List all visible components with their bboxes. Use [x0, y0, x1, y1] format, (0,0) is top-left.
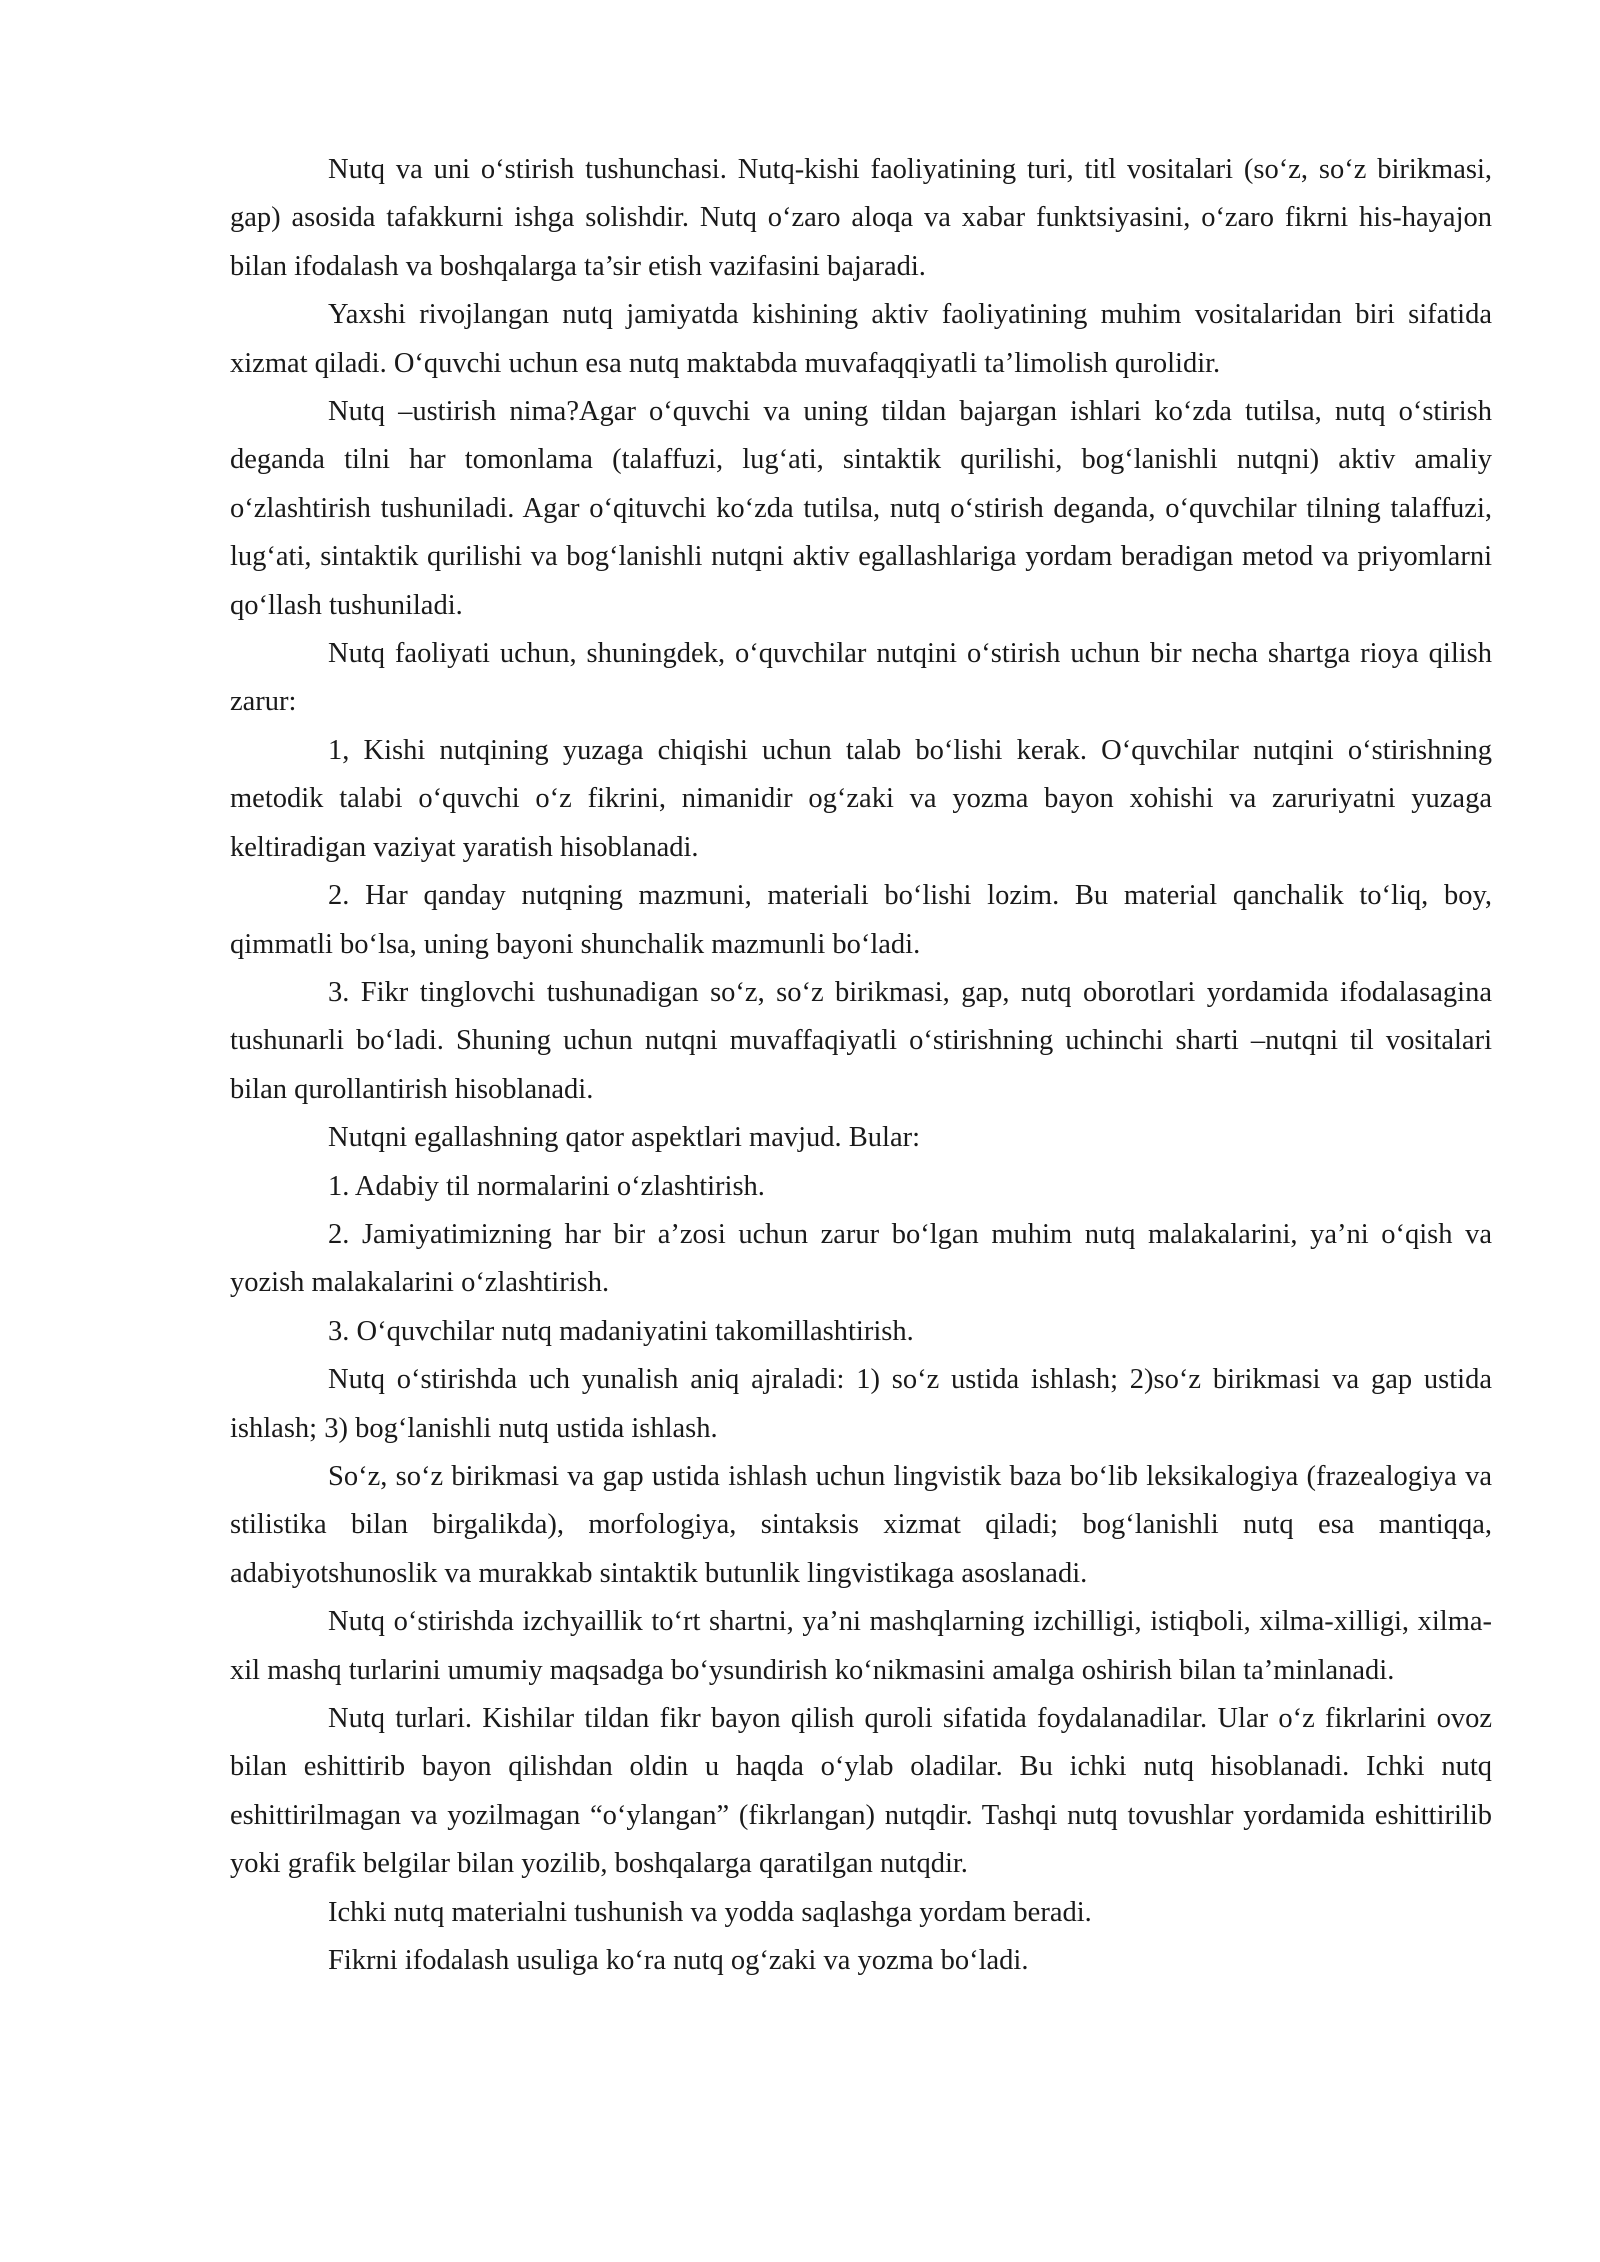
paragraph-ichki-nutq: Ichki nutq materialni tushunish va yodda saqlashga yordam beradi. — [328, 1896, 1092, 1928]
paragraph-aspektlar: Nutqni egallashning qator aspektlari mavjud. Bular: — [328, 1122, 921, 1154]
paragraph-nutq-turlari: Nutq turlari. Kishilar tildan fikr bayon qilish quroli sifatida foydalanadilar. Ular o‘z fikrlarini ovoz bilan eshittirib bayon qilishdan oldin u haqda o‘ylab oladilar. Bu ichki nutq hisoblanadi. Ichki nutq eshittirilmagan va yozilmagan “o‘ylangan” (fikrlangan) nutqdir. Tashqi nutq tovushlar yordamida eshittirilib yoki grafik belgilar bilan yozilib, boshqalarga qaratilgan nutqdir. — [230, 1703, 1492, 1880]
paragraph-ifodalash-usuli: Fikrni ifodalash usuliga ko‘ra nutq og‘zaki va yozma bo‘ladi. — [328, 1945, 1029, 1977]
paragraph-izchillik: Nutq o‘stirishda izchyaillik to‘rt shartni, ya’ni mashqlarning izchilligi, istiqboli, xilma-xilligi, xilma-xil mashq turlarini umumiy maqsadga bo‘ysundirish ko‘nikmasini amalga oshirish bilan ta’minlanadi. — [230, 1606, 1492, 1686]
paragraph-uch-yunalish: Nutq o‘stirishda uch yunalish aniq ajraladi: 1) so‘z ustida ishlash; 2)so‘z birikmasi va gap ustida ishlash; 3) bog‘lanishli nutq ustida ishlash. — [230, 1364, 1492, 1444]
paragraph-shart-1: 1, Kishi nutqining yuzaga chiqishi uchun talab bo‘lishi kerak. O‘quvchilar nutqini o‘stirishning metodik talabi o‘quvchi o‘z fikrini, nimanidir og‘zaki va yozma bayon xohishi va zaruriyatni yuzaga keltiradigan vaziyat yaratish hisoblanadi. — [230, 734, 1492, 863]
paragraph-aspekt-2: 2. Jamiyatimizning har bir a’zosi uchun zarur bo‘lgan muhim nutq malakalarini, ya’ni o‘qish va yozish malakalarini o‘zlashtirish. — [230, 1218, 1492, 1299]
paragraph-lingvistik-baza: So‘z, so‘z birikmasi va gap ustida ishlash uchun lingvistik baza bo‘lib leksikalogiya (frazealogiya va stilistika bilan birgalikda), morfologiya, sintaksis xizmat qiladi; bog‘lanishli nutq esa mantiqqa, adabiyotshunoslik va murakkab sintaktik butunlik lingvistikaga asoslanadi. — [230, 1460, 1492, 1589]
paragraph-shart-2: 2. Har qanday nutqning mazmuni, materiali bo‘lishi lozim. Bu material qanchalik to‘liq, boy, qimmatli bo‘lsa, uning bayoni shunchalik mazmunli bo‘ladi. — [230, 880, 1492, 960]
paragraph-aspekt-3: 3. O‘quvchilar nutq madaniyatini takomillashtirish. — [328, 1315, 914, 1347]
paragraph-yaxshi-rivojlangan-nutq: Yaxshi rivojlangan nutq jamiyatda kishining aktiv faoliyatining muhim vositalaridan biri sifatida xizmat qiladi. O‘quvchi uchun esa nutq maktabda muvafaqqiyatli ta’limolish qurolidir. — [230, 299, 1492, 379]
document-page — [230, 146, 1492, 1985]
paragraph-nutq-ostirish-nima: Nutq –ustirish nima?Agar o‘quvchi va uning tildan bajargan ishlari ko‘zda tutilsa, nutq o‘stirish deganda tilni har tomonlama (talaffuzi, lug‘ati, sintaktik qurilishi, bog‘lanishli nutqni) aktiv amaliy o‘zlashtirish tushuniladi. Agar o‘qituvchi ko‘zda tutilsa, nutq o‘stirish deganda, o‘quvchilar tilning talaffuzi, lug‘ati, sintaktik qurilishi va bog‘lanishli nutqni aktiv egallashlariga yordam beradigan metod va priyomlarni qo‘llash tushuniladi. — [230, 396, 1492, 621]
paragraph-nutq-faoliyati-shartlari: Nutq faoliyati uchun, shuningdek, o‘quvchilar nutqini o‘stirish uchun bir necha shartga rioya qilish zarur: — [230, 638, 1492, 718]
paragraph-aspekt-1: 1. Adabiy til normalarini o‘zlashtirish. — [328, 1170, 765, 1202]
paragraph-nutq-tushunchasi: Nutq va uni o‘stirish tushunchasi. Nutq-kishi faoliyatining turi, titl vositalari (so‘z, so‘z birikmasi, gap) asosida tafakkurni ishga solishdir. Nutq o‘zaro aloqa va xabar funktsiyasini, o‘zaro fikrni his-hayajon bilan ifodalash va boshqalarga ta’sir etish vazifasini bajaradi. — [230, 154, 1492, 282]
paragraph-shart-3: 3. Fikr tinglovchi tushunadigan so‘z, so‘z birikmasi, gap, nutq oborotlari yordamida ifodalasagina tushunarli bo‘ladi. Shuning uchun nutqni muvaffaqiyatli o‘stirishning uchinchi sharti –nutqni til vositalari bilan qurollantirish hisoblanadi. — [230, 976, 1492, 1105]
